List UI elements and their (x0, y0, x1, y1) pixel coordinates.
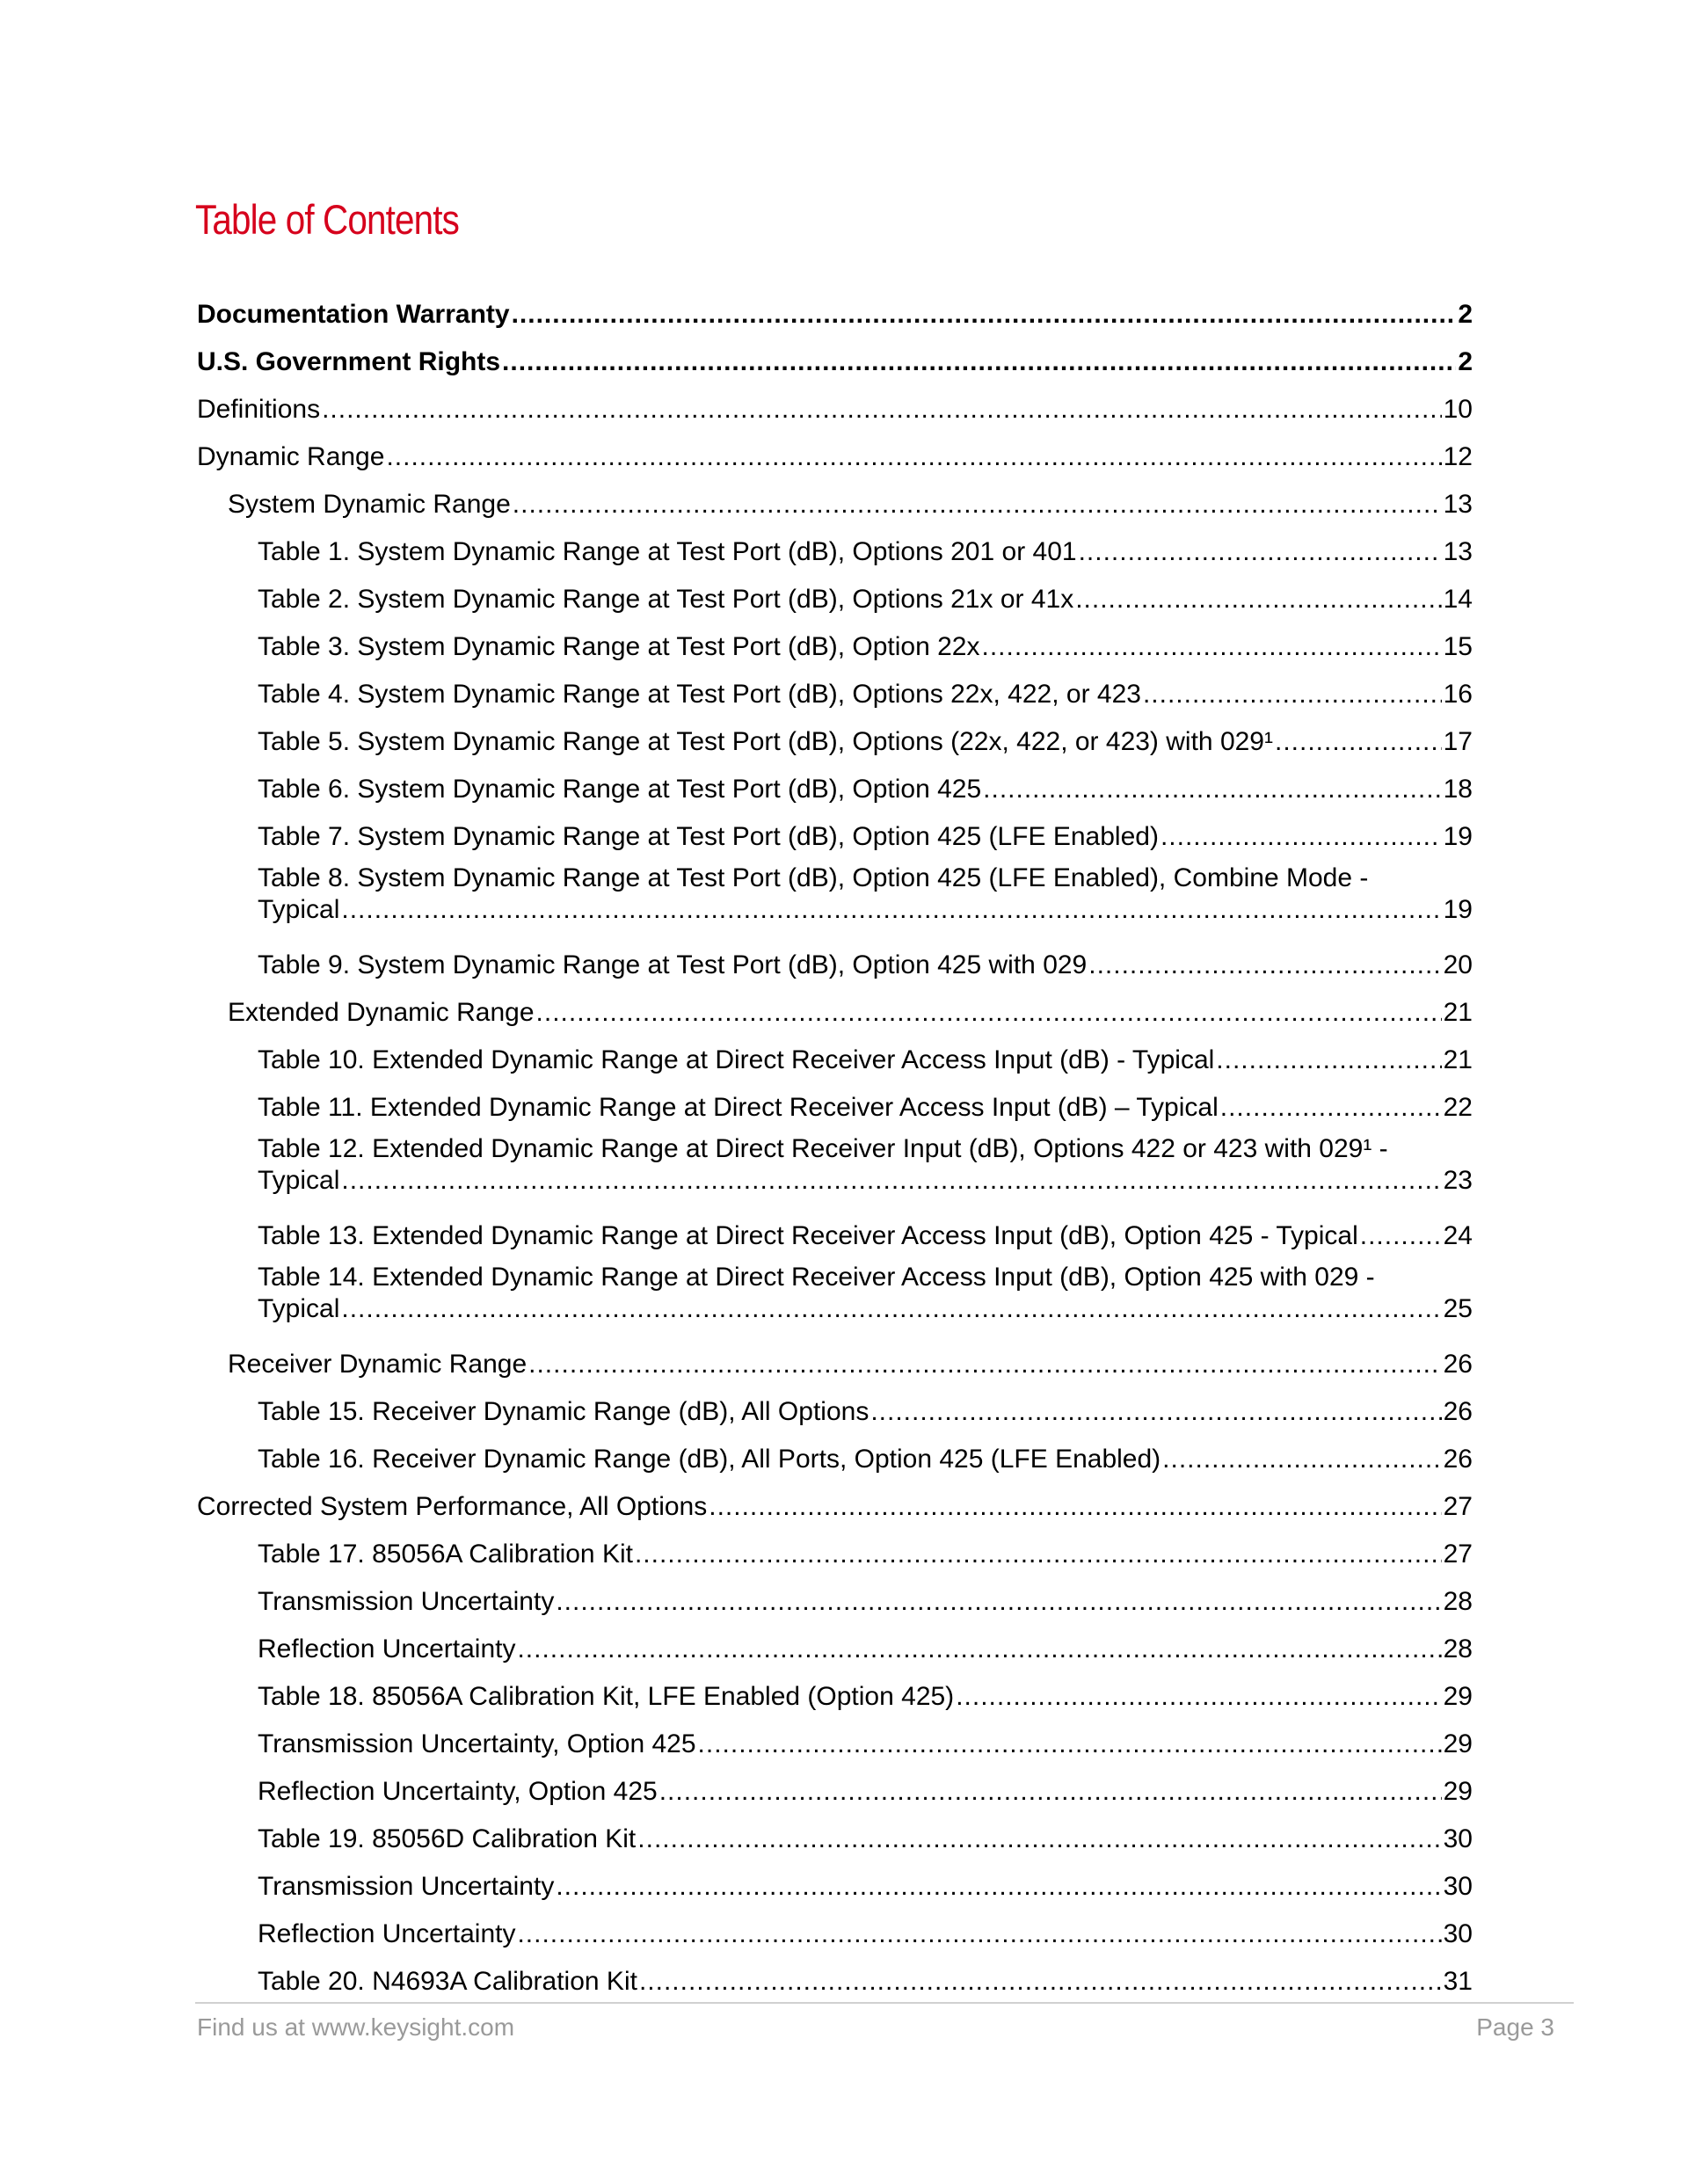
toc-entry-label: Table 6. System Dynamic Range at Test Port (dB), Option 425 (258, 775, 982, 804)
toc-entry-line (197, 1483, 1473, 1531)
toc-entry-label: Corrected System Performance, All Options (197, 1492, 708, 1521)
toc-entry-label: Transmission Uncertainty, Option 425 (258, 1729, 696, 1758)
toc-entry-label: Reflection Uncertainty (258, 1919, 516, 1948)
dot-leader (698, 1721, 1442, 1768)
toc-entry[interactable] (197, 1084, 1473, 1132)
toc-entry-label: Table 17. 85056A Calibration Kit (258, 1540, 633, 1569)
dot-leader (556, 1578, 1441, 1626)
toc-entry-page: 19 (1443, 895, 1473, 924)
dot-leader (536, 989, 1442, 1037)
toc-entry-page: 2 (1458, 300, 1473, 329)
toc-entry[interactable] (197, 1626, 1473, 1673)
toc-entry-page: 29 (1443, 1682, 1473, 1711)
toc-entry-line (258, 1260, 1473, 1293)
dot-leader (512, 291, 1457, 339)
toc-entry-label: Reflection Uncertainty, Option 425 (258, 1777, 658, 1806)
toc-entry-label: Table 3. System Dynamic Range at Test Port (dB), Option 22x (258, 632, 980, 661)
toc-entry-label: Table 11. Extended Dynamic Range at Direct Receiver Access Input (dB) – Typical (258, 1093, 1219, 1122)
toc-entry[interactable] (197, 1721, 1473, 1768)
toc-entry-line (258, 1165, 1473, 1212)
toc-entry-page: 29 (1443, 1729, 1473, 1758)
toc-entry[interactable] (197, 528, 1473, 576)
dot-leader (528, 1341, 1441, 1388)
toc-entry[interactable] (197, 1037, 1473, 1084)
toc-entry-label: Table 19. 85056D Calibration Kit (258, 1824, 637, 1853)
dot-leader (513, 481, 1442, 528)
table-of-contents (197, 291, 1473, 2006)
dot-leader (709, 1483, 1441, 1531)
toc-entry-label: Table 1. System Dynamic Range at Test Port (dB), Options 201 or 401 (258, 537, 1077, 566)
toc-entry-line (258, 942, 1473, 989)
toc-entry-line (258, 766, 1473, 813)
dot-leader (341, 1293, 1441, 1325)
toc-entry-line (258, 1768, 1473, 1816)
toc-entry-label: Typical (258, 895, 340, 924)
toc-entry-line (258, 623, 1473, 671)
toc-entry-line (258, 1084, 1473, 1132)
toc-entry[interactable] (197, 481, 1473, 528)
toc-entry-line (258, 861, 1473, 894)
dot-leader (1162, 1436, 1441, 1483)
toc-entry-label: Table 10. Extended Dynamic Range at Direct Receiver Access Input (dB) - Typical (258, 1045, 1215, 1074)
toc-entry-label: Transmission Uncertainty (258, 1872, 555, 1901)
toc-entry-page: 13 (1443, 490, 1473, 519)
toc-entry-page: 15 (1443, 632, 1473, 661)
toc-entry-label: Receiver Dynamic Range (228, 1350, 528, 1379)
toc-entry-label: Table 18. 85056A Calibration Kit, LFE Enabled (Option 425) (258, 1682, 955, 1711)
toc-entry-page: 24 (1443, 1221, 1473, 1250)
toc-entry-line (197, 433, 1473, 481)
footer-website: Find us at www.keysight.com (197, 2013, 515, 2041)
toc-entry-label: Table 5. System Dynamic Range at Test Port (dB), Options (22x, 422, or 423) with 029¹ (258, 727, 1273, 756)
toc-entry-line (258, 1626, 1473, 1673)
dot-leader (659, 1768, 1442, 1816)
toc-entry-label: Table 15. Receiver Dynamic Range (dB), All Options (258, 1397, 869, 1426)
toc-entry[interactable] (197, 766, 1473, 813)
toc-entry-label: Table 2. System Dynamic Range at Test Port (dB), Options 21x or 41x (258, 585, 1074, 614)
toc-entry-page: 2 (1458, 347, 1473, 376)
toc-entry-line (258, 528, 1473, 576)
footer-divider (195, 2002, 1574, 2004)
toc-entry-line (258, 1721, 1473, 1768)
dot-leader (981, 623, 1441, 671)
toc-entry[interactable] (197, 1388, 1473, 1436)
toc-entry-page: 22 (1443, 1093, 1473, 1122)
toc-entry-line (258, 671, 1473, 718)
toc-entry-line (228, 481, 1473, 528)
toc-entry-label: Table 9. System Dynamic Range at Test Port (dB), Option 425 with 029 (258, 950, 1088, 979)
dot-leader (1275, 718, 1442, 766)
toc-entry-label: Definitions (197, 395, 321, 424)
toc-entry[interactable] (197, 1483, 1473, 1531)
toc-entry[interactable] (197, 942, 1473, 989)
toc-entry[interactable] (197, 1816, 1473, 1863)
toc-entry-label: Dynamic Range (197, 442, 385, 471)
toc-entry-line (258, 1958, 1473, 2006)
dot-leader (1160, 813, 1442, 861)
toc-entry[interactable] (197, 576, 1473, 623)
toc-entry[interactable] (197, 1212, 1473, 1260)
toc-entry-page: 21 (1443, 998, 1473, 1027)
dot-leader (556, 1863, 1441, 1911)
toc-entry-page: 18 (1443, 775, 1473, 804)
toc-entry[interactable] (197, 1341, 1473, 1388)
toc-entry-label: Documentation Warranty (197, 300, 510, 329)
dot-leader (956, 1673, 1441, 1721)
toc-entry-label: Table 12. Extended Dynamic Range at Direct Receiver Input (dB), Options 422 or 423 with 029¹ - (258, 1134, 1388, 1163)
toc-entry[interactable] (197, 1863, 1473, 1911)
toc-entry-page: 13 (1443, 537, 1473, 566)
dot-leader (517, 1911, 1441, 1958)
toc-entry-page: 30 (1443, 1872, 1473, 1901)
toc-entry[interactable] (197, 989, 1473, 1037)
toc-entry[interactable] (197, 1673, 1473, 1721)
toc-entry[interactable] (197, 1531, 1473, 1578)
toc-entry-line (258, 1578, 1473, 1626)
toc-entry-label: U.S. Government Rights (197, 347, 501, 376)
toc-entry[interactable] (197, 291, 1473, 339)
toc-entry-page: 30 (1443, 1919, 1473, 1948)
toc-entry-label: Transmission Uncertainty (258, 1587, 555, 1616)
toc-entry-line (258, 1863, 1473, 1911)
toc-entry-label: Table 8. System Dynamic Range at Test Port (dB), Option 425 (LFE Enabled), Combine Mode - (258, 863, 1369, 892)
toc-entry-page: 16 (1443, 680, 1473, 709)
toc-entry-page: 19 (1443, 822, 1473, 851)
dot-leader (517, 1626, 1441, 1673)
toc-entry[interactable] (197, 1260, 1473, 1341)
dot-leader (322, 386, 1442, 433)
toc-entry-page: 30 (1443, 1824, 1473, 1853)
toc-entry[interactable] (197, 718, 1473, 766)
dot-leader (341, 894, 1441, 926)
toc-entry-page: 31 (1443, 1967, 1473, 1996)
toc-entry-label: Typical (258, 1294, 340, 1323)
toc-entry-label: System Dynamic Range (228, 490, 511, 519)
dot-leader (1360, 1212, 1442, 1260)
toc-entry-page: 26 (1443, 1350, 1473, 1379)
toc-entry-page: 25 (1443, 1294, 1473, 1323)
toc-entry-line (258, 1673, 1473, 1721)
toc-entry-line (197, 386, 1473, 433)
dot-leader (1220, 1084, 1442, 1132)
toc-entry[interactable] (197, 623, 1473, 671)
toc-entry-line (258, 1037, 1473, 1084)
dot-leader (1075, 576, 1441, 623)
toc-entry-line (258, 1911, 1473, 1958)
toc-entry-page: 26 (1443, 1445, 1473, 1474)
toc-entry-page: 20 (1443, 950, 1473, 979)
toc-entry-line (258, 1293, 1473, 1341)
toc-entry-label: Typical (258, 1166, 340, 1195)
toc-entry-line (258, 1436, 1473, 1483)
toc-entry-line (228, 989, 1473, 1037)
toc-entry-line (258, 718, 1473, 766)
toc-entry[interactable] (197, 1958, 1473, 2006)
toc-entry[interactable] (197, 1578, 1473, 1626)
toc-entry[interactable] (197, 1436, 1473, 1483)
dot-leader (870, 1388, 1441, 1436)
toc-entry-label: Reflection Uncertainty (258, 1634, 516, 1663)
toc-entry-line (197, 291, 1473, 339)
dot-leader (1216, 1037, 1441, 1084)
dot-leader (635, 1531, 1442, 1578)
toc-entry[interactable] (197, 1911, 1473, 1958)
toc-entry[interactable] (197, 433, 1473, 481)
dot-leader (637, 1816, 1441, 1863)
toc-entry-line (228, 1341, 1473, 1388)
toc-entry-line (258, 1132, 1473, 1165)
dot-leader (983, 766, 1441, 813)
toc-entry-label: Table 14. Extended Dynamic Range at Direct Receiver Access Input (dB), Option 425 with 029 - (258, 1263, 1375, 1292)
dot-leader (1079, 528, 1442, 576)
toc-entry[interactable] (197, 671, 1473, 718)
toc-entry-page: 23 (1443, 1166, 1473, 1195)
page-title: Table of Contents (195, 196, 459, 243)
toc-entry-page: 10 (1443, 395, 1473, 424)
toc-entry-line (258, 576, 1473, 623)
toc-entry-label: Table 20. N4693A Calibration Kit (258, 1967, 637, 1996)
toc-entry-page: 17 (1443, 727, 1473, 756)
toc-entry-line (197, 339, 1473, 386)
dot-leader (1088, 942, 1441, 989)
toc-entry-line (258, 1212, 1473, 1260)
toc-entry[interactable] (197, 386, 1473, 433)
toc-entry-page: 27 (1443, 1540, 1473, 1569)
toc-entry-line (258, 1531, 1473, 1578)
toc-entry[interactable] (197, 813, 1473, 861)
toc-entry-label: Table 7. System Dynamic Range at Test Port (dB), Option 425 (LFE Enabled) (258, 822, 1159, 851)
toc-entry-page: 29 (1443, 1777, 1473, 1806)
toc-entry-label: Table 16. Receiver Dynamic Range (dB), All Ports, Option 425 (LFE Enabled) (258, 1445, 1161, 1474)
dot-leader (386, 433, 1441, 481)
dot-leader (502, 339, 1456, 386)
toc-entry-page: 12 (1443, 442, 1473, 471)
toc-entry-page: 26 (1443, 1397, 1473, 1426)
toc-entry-page: 28 (1443, 1634, 1473, 1663)
toc-entry-page: 27 (1443, 1492, 1473, 1521)
dot-leader (1143, 671, 1442, 718)
toc-entry-line (258, 1388, 1473, 1436)
toc-entry[interactable] (197, 339, 1473, 386)
toc-entry-label: Table 13. Extended Dynamic Range at Direct Receiver Access Input (dB), Option 425 - Typical (258, 1221, 1358, 1250)
toc-entry[interactable] (197, 861, 1473, 942)
dot-leader (639, 1958, 1442, 2006)
dot-leader (341, 1165, 1441, 1197)
toc-entry-label: Table 4. System Dynamic Range at Test Port (dB), Options 22x, 422, or 423 (258, 680, 1141, 709)
toc-entry-page: 21 (1443, 1045, 1473, 1074)
toc-entry-label: Extended Dynamic Range (228, 998, 535, 1027)
toc-entry-line (258, 894, 1473, 942)
toc-entry[interactable] (197, 1768, 1473, 1816)
toc-entry-line (258, 813, 1473, 861)
toc-entry-line (258, 1816, 1473, 1863)
footer-page-number: Page 3 (1476, 2013, 1554, 2041)
toc-entry-page: 28 (1443, 1587, 1473, 1616)
toc-entry-page: 14 (1443, 585, 1473, 614)
toc-entry[interactable] (197, 1132, 1473, 1212)
